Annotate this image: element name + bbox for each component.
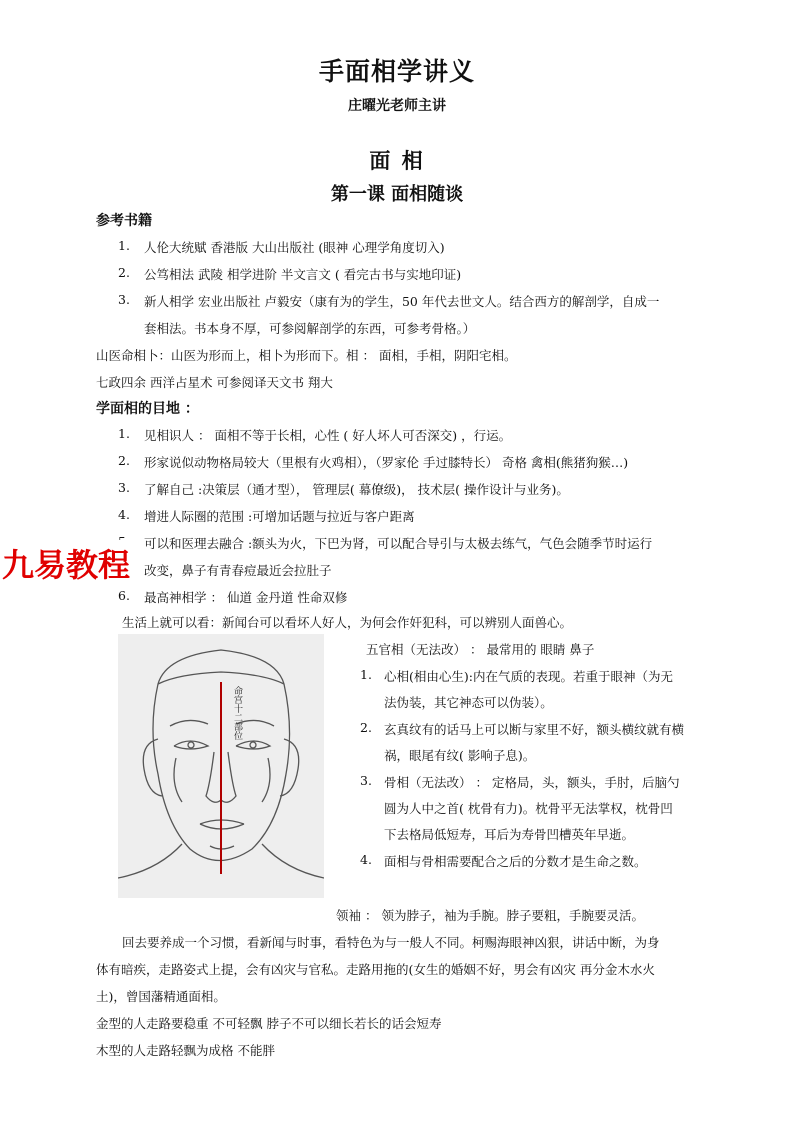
wuguan-line: 圆为人中之首( 枕骨有力)。枕骨平无法掌权，枕骨凹 xyxy=(384,801,673,816)
reference-item: 人伦大统赋 香港版 大山出版社 (眼神 心理学角度切入) xyxy=(144,240,445,255)
goal-item-continued: 改变，鼻子有青春痘最近会拉肚子 xyxy=(144,563,332,578)
paragraph-shanyi: 山医命相卜：山医为形而上，相卜为形而下。相 ： 面相，手相，阴阳宅相。 xyxy=(96,348,517,363)
paragraph-life: 生活上就可以看：新闻台可以看坏人好人，为何会作奸犯科，可以辨别人面兽心。 xyxy=(122,615,573,630)
goal-item: 可以和医理去融合 :额头为火，下巴为肾，可以配合导引与太极去练气，气色会随季节时运行 xyxy=(144,536,653,551)
paragraph-metal-type: 金型的人走路要稳重 不可轻飘 脖子不可以细长若长的话会短寿 xyxy=(96,1016,442,1031)
paragraph-qizheng: 七政四余 西洋占星术 可参阅译天文书 翔大 xyxy=(96,375,333,390)
paragraph-habit: 体有暗疾，走路姿式上提，会有凶灾与官私。走路用拖的(女生的婚姻不好，男会有凶灾 再分金木水火 xyxy=(96,962,655,977)
goal-item: 了解自己 :决策层（通才型）， 管理层( 幕僚级)， 技术层( 操作设计与业务)。 xyxy=(144,482,569,497)
goal-item: 见相识人 ： 面相不等于长相，心性 ( 好人坏人可否深交) ，行运。 xyxy=(144,428,512,443)
wuguan-line: 心相(相由心生):内在气质的表现。若重于眼神（为无 xyxy=(384,669,673,684)
reference-number: 2. xyxy=(118,265,130,280)
reference-number: 1. xyxy=(118,238,130,253)
wuguan-line: 下去格局低短寿，耳后为寿骨凹槽英年早逝。 xyxy=(384,827,635,842)
goal-number: 6. xyxy=(118,588,130,603)
paragraph-habit: 回去要养成一个习惯，看新闻与时事，看特色为与一般人不同。柯赐海眼神凶狠，讲话中断，为身 xyxy=(122,935,660,950)
face-diagram-caption: 命宫十二部位 xyxy=(232,686,242,740)
face-drawing xyxy=(118,634,324,898)
paragraph-habit: 土)，曾国藩精通面相。 xyxy=(96,989,226,1004)
paragraph-wood-type: 木型的人走路轻飘为成格 不能胖 xyxy=(96,1043,275,1058)
reference-item: 公笃相法 武陵 相学进阶 半文言文 ( 看完古书与实地印证) xyxy=(144,267,462,282)
reference-item: 新人相学 宏业出版社 卢毅安（康有为的学生，50 年代去世文人。结合西方的解剖学，自成一 xyxy=(144,294,660,309)
wuguan-line: 法伪装，其它神态可以伪装）。 xyxy=(384,695,553,710)
document-title: 手面相学讲义 xyxy=(318,57,475,86)
wuguan-number: 1. xyxy=(360,667,372,682)
goal-number: 4. xyxy=(118,507,130,522)
lesson-title: 第一课 面相随谈 xyxy=(330,184,464,205)
watermark-logo: 九易教程 xyxy=(0,540,132,586)
goal-number: 2. xyxy=(118,453,130,468)
wuguan-intro: 五官相（无法改） ： 最常用的 眼睛 鼻子 xyxy=(366,642,595,657)
wuguan-number: 3. xyxy=(360,773,372,788)
paragraph-lingxiu: 领袖 ： 领为脖子，袖为手腕。脖子要粗，手腕要灵活。 xyxy=(336,908,644,923)
goal-item: 形家说似动物格局较大（里根有火鸡相），（罗家伦 手过膝特长） 奇格 禽相(熊猪狗猴…) xyxy=(144,455,629,470)
face-diagram-image xyxy=(118,634,324,898)
wuguan-line: 玄真纹有的话马上可以断与家里不好，额头横纹就有横 xyxy=(384,722,685,737)
reference-item-continued: 套相法。书本身不厚，可参阅解剖学的东西，可参考骨格。） xyxy=(144,321,476,336)
document-subtitle: 庄曜光老师主讲 xyxy=(348,98,446,114)
wuguan-number: 4. xyxy=(360,852,372,867)
goal-item: 最高神相学 ： 仙道 金丹道 性命双修 xyxy=(144,590,348,605)
wuguan-line: 祸，眼尾有纹( 影响子息)。 xyxy=(384,748,536,763)
wuguan-line: 骨相（无法改） ： 定格局，头，额头，手肘，后脑勺 xyxy=(384,775,680,790)
goal-number: 1. xyxy=(118,426,130,441)
wuguan-line: 面相与骨相需要配合之后的分数才是生命之数。 xyxy=(384,854,647,869)
section-title: 面 相 xyxy=(369,149,425,173)
wuguan-number: 2. xyxy=(360,720,372,735)
references-heading: 参考书籍 xyxy=(96,213,152,229)
goal-item: 增进人际圈的范围 :可增加话题与拉近与客户距离 xyxy=(144,509,415,524)
reference-number: 3. xyxy=(118,292,130,307)
goals-heading: 学面相的目地 ： xyxy=(96,401,199,417)
goal-number: 3. xyxy=(118,480,130,495)
